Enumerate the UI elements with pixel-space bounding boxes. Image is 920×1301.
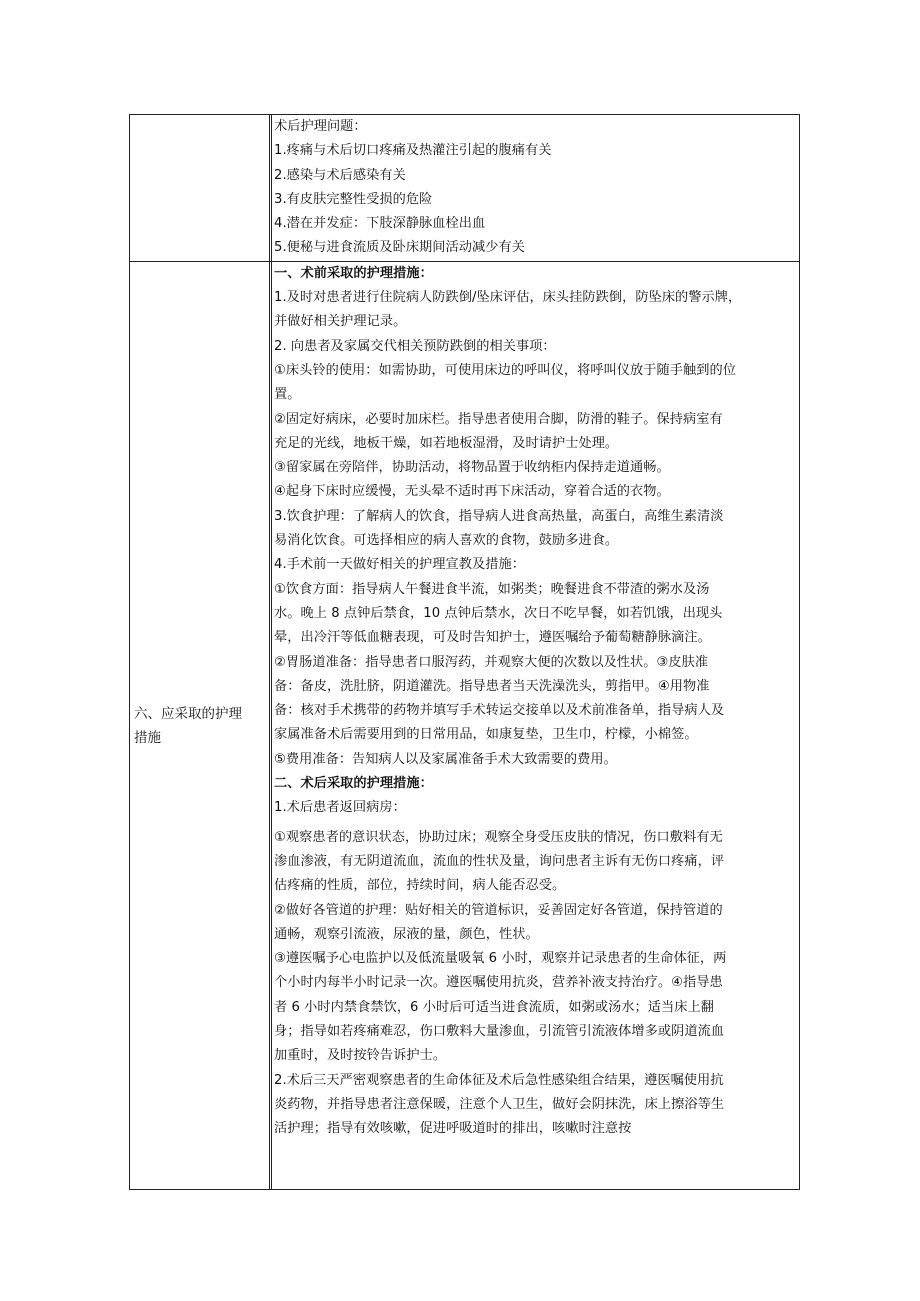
text-line: ②做好各管道的护理：贴好相关的管道标识，妥善固定好各管道，保持管道的	[274, 902, 723, 918]
text-line: ①观察患者的意识状态，协助过床；观察全身受压皮肤的情况，伤口敷料有无	[274, 829, 723, 845]
postop-heading: 二、术后采取的护理措施：	[274, 776, 433, 792]
text-line: 1.术后患者返回病房：	[274, 800, 406, 816]
text-line: 并做好相关护理记录。	[274, 314, 407, 330]
text-line: 炎药物，并指导患者注意保暖，注意个人卫生，做好会阴抹洗，床上擦浴等生	[274, 1096, 725, 1112]
table-row-postop-problems	[130, 115, 800, 262]
text-line: 4.手术前一天做好相关的护理宣教及措施：	[274, 557, 525, 573]
right-cell-measures	[270, 261, 800, 1190]
text-line: 加重时，及时按铃告诉护士。	[274, 1048, 447, 1064]
text-line: ①饮食方面：指导病人午餐进食半流，如粥类；晚餐进食不带渣的粥水及汤	[274, 581, 710, 597]
problem-item: 3.有皮肤完整性受损的危险	[274, 191, 433, 207]
text-line: 备：备皮，洗肚脐，阴道灌洗。指导患者当天洗澡洗头，剪指甲。④用物准	[274, 678, 710, 694]
text-line: ②固定好病床，必要时加床栏。指导患者使用合脚，防滑的鞋子。保持病室有	[274, 411, 723, 427]
right-cell-problems	[270, 115, 800, 262]
text-line: 者 6 小时内禁食禁饮，6 小时后可适当进食流质，如粥或汤水；适当床上翻	[274, 999, 714, 1015]
problem-item: 4.潜在并发症：下肢深静脉血栓出血	[274, 216, 486, 232]
problems-heading: 术后护理问题：	[274, 119, 367, 134]
text-line: ⑤费用准备：告知病人以及家属准备手术大致需要的费用。	[274, 751, 617, 767]
text-line: 活护理；指导有效咳嗽，促进呼吸道时的排出，咳嗽时注意按	[274, 1121, 632, 1137]
problem-item: 5.便秘与进食流质及卧床期间活动减少有关	[274, 240, 525, 256]
measures-content	[271, 262, 799, 1190]
text-line: 置。	[274, 387, 301, 403]
text-line: ③遵医嘱予心电监护以及低流量吸氧 6 小时，观察并记录患者的生命体征，两	[274, 951, 727, 967]
section-title-line2: 措施	[134, 729, 161, 746]
problems-content	[271, 115, 799, 261]
text-line: 个小时内每半小时记录一次。遵医嘱使用抗炎，营养补液支持治疗。④指导患	[274, 975, 723, 991]
problem-item: 1.疼痛与术后切口疼痛及热灌注引起的腹痛有关	[274, 143, 552, 159]
text-line: 1.及时对患者进行住院病人防跌倒/坠床评估，床头挂防跌倒，防坠床的警示牌，	[274, 290, 742, 306]
text-line: 2. 向患者及家属交代相关预防跌倒的相关事项：	[274, 338, 556, 354]
text-line: 充足的光线，地板干燥，如若地板湿滑，及时请护士处理。	[274, 435, 619, 451]
nursing-plan-table	[129, 114, 800, 1190]
table-row-nursing-measures	[130, 261, 800, 1190]
text-line: ②胃肠道准备：指导患者口服泻药，并观察大便的次数以及性状。③皮肤准	[274, 654, 709, 670]
blank-space	[274, 1141, 795, 1189]
text-line: ①床头铃的使用：如需协助，可使用床边的呼叫仪，将呼叫仪放于随手触到的位	[274, 362, 736, 378]
text-line: 估疼痛的性质，部位，持续时间，病人能否忍受。	[274, 878, 566, 894]
text-line: 2.术后三天严密观察患者的生命体征及术后急性感染组合结果，遵医嘱使用抗	[274, 1072, 724, 1088]
text-line: 身；指导如若疼痛难忍，伤口敷料大量渗血，引流管引流液体增多或阴道流血	[274, 1023, 725, 1039]
problem-item: 2.感染与术后感染有关	[274, 167, 406, 183]
left-cell-section-title	[130, 261, 270, 1190]
text-line: ④起身下床时应缓慢，无头晕不适时再下床活动，穿着合适的衣物。	[274, 484, 670, 500]
text-line: 备：核对手术携带的药物并填写手术转运交接单以及术前准备单，指导病人及	[274, 703, 725, 719]
section-title-line1: 六、应采取的护理	[134, 705, 242, 722]
left-cell-empty	[130, 115, 270, 262]
preop-heading: 一、术前采取的护理措施：	[274, 265, 433, 281]
text-line: 晕，出冷汗等低血糖表现，可及时告知护士，遵医嘱给予葡萄糖静脉滴注。	[274, 630, 711, 646]
text-line: ③留家属在旁陪伴，协助活动，将物品置于收纳柜内保持走道通畅。	[274, 460, 670, 476]
text-line: 水。晚上 8 点钟后禁食，10 点钟后禁水，次日不吃早餐，如若饥饿，出现头	[274, 605, 723, 621]
text-line: 通畅，观察引流液，尿液的量，颜色，性状。	[274, 926, 539, 942]
text-line: 3.饮食护理：了解病人的饮食，指导病人进食高热量，高蛋白，高维生素清淡	[274, 508, 724, 524]
text-line: 易消化饮食。可选择相应的病人喜欢的食物，鼓励多进食。	[274, 533, 619, 549]
text-line: 渗血渗液，有无阴道流血，流血的性状及量，询问患者主诉有无伤口疼痛，评	[274, 853, 725, 869]
text-line: 家属准备术后需要用到的日常用品，如康复垫，卫生巾，柠檬，小棉签。	[274, 727, 698, 743]
